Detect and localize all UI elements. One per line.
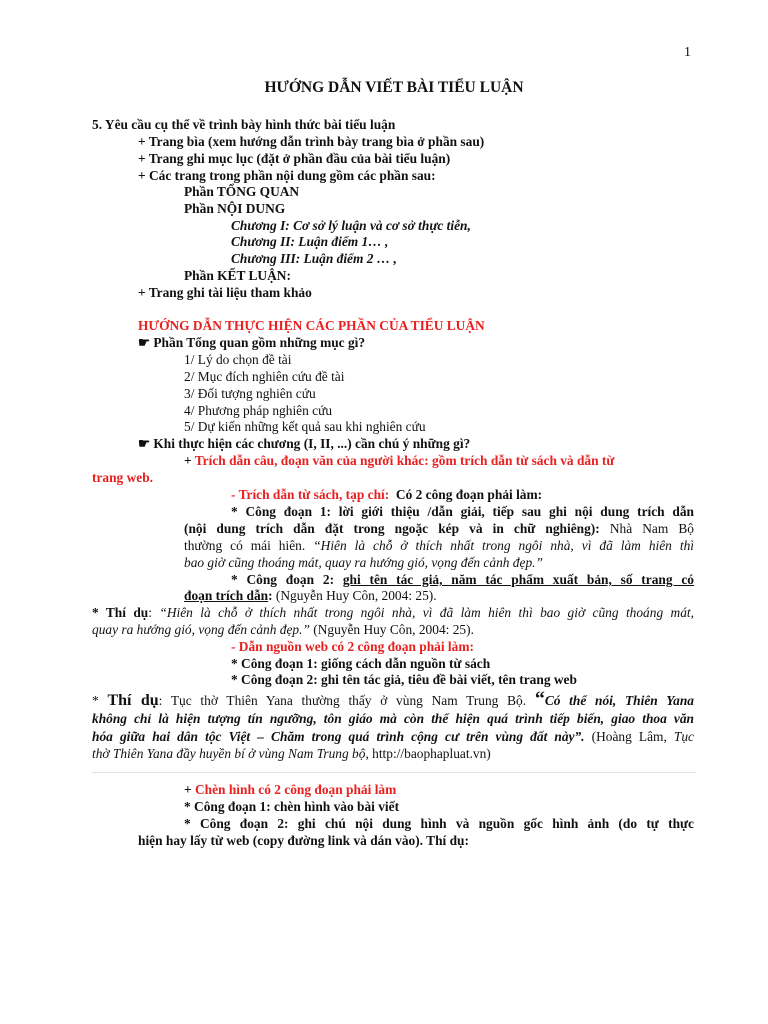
example2-line3: hóa giữa hai dân tộc Việt – Chăm trong quá trình cộng cư trên vùng đất này”. (Hoàng Lâm, Tục <box>92 729 694 744</box>
question-overview-text: Phần Tổng quan gồm những mục gì? <box>153 335 366 350</box>
item-toc-page: + Trang ghi mục lục (đặt ở phần đầu của bài tiểu luận) <box>138 151 451 166</box>
guide-heading: HƯỚNG DẪN THỰC HIỆN CÁC PHẦN CỦA TIỂU LUẬN <box>138 318 485 333</box>
example2-line4: thờ Thiên Yana đầy huyền bí ở vùng Nam Trung bộ, http://baophapluat.vn) <box>92 746 491 761</box>
citation-line-2: trang web. <box>92 470 153 485</box>
image-step2-line1: * Công đoạn 2: ghi chú nội dung hình và nguồn gốc hình ảnh (do tự thực <box>184 816 694 831</box>
part-overview: Phần TỔNG QUAN <box>184 184 300 199</box>
section5-heading: 5. Yêu cầu cụ thể về trình bày hình thức bài tiểu luận <box>92 117 396 132</box>
part-conclusion: Phần KẾT LUẬN: <box>184 268 291 283</box>
overview-item: 4/ Phương pháp nghiên cứu <box>184 403 333 418</box>
question-chapters-text: Khi thực hiện các chương (I, II, ...) cần chú ý những gì? <box>153 436 471 451</box>
book-step1-line3: thường có mái hiên. “Hiên là chỗ ở thích nhất trong ngôi nhà, vì đã làm hiên thì <box>184 538 694 553</box>
page-title: HƯỚNG DẪN VIẾT BÀI TIỂU LUẬN <box>264 79 524 96</box>
item-content-pages: + Các trang trong phần nội dung gồm các phần sau: <box>138 168 436 183</box>
book-step2-line2: đoạn trích dẫn: (Nguyễn Huy Côn, 2004: 25). <box>184 588 437 603</box>
image-step1: * Công đoạn 1: chèn hình vào bài viết <box>184 799 400 814</box>
citation-label: Trích dẫn câu, đoạn văn của người khác: gồm trích dẫn từ sách và dẫn từ <box>194 453 615 468</box>
example2-line2: không chỉ là hiện tượng tín ngưỡng, tôn giáo mà còn thể hiện quá trình tiếp biến, giao thoa văn <box>92 711 694 726</box>
question-overview <box>138 334 365 351</box>
page-number: 1 <box>684 45 691 60</box>
overview-item: 1/ Lý do chọn đề tài <box>184 352 292 367</box>
image-insert-label: Chèn hình có 2 công đoạn phải làm <box>194 782 397 797</box>
web-step2: * Công đoạn 2: ghi tên tác giả, tiêu đề bài viết, tên trang web <box>231 672 577 687</box>
part-body: Phần NỘI DUNG <box>184 201 286 216</box>
example1-line2: quay ra hướng gió, vọng đến cảnh đẹp.” (Nguyễn Huy Côn, 2004: 25). <box>92 622 474 637</box>
example2-line1: * Thí dụ: Tục thờ Thiên Yana thường thấy ở vùng Nam Trung Bộ. “Có thể nói, Thiên Yana <box>92 688 695 710</box>
book-step1-line1: * Công đoạn 1: lời giới thiệu /dẫn giải, tiếp sau ghi nội dung trích dẫn <box>231 504 694 519</box>
example1-line1: * Thí dụ: “Hiên là chỗ ở thích nhất trong ngôi nhà, vì đã làm hiên thì bao giờ cũng thoáng mát, <box>92 605 694 620</box>
citation-line-1: + Trích dẫn câu, đoạn văn của người khác: gồm trích dẫn từ sách và dẫn từ <box>184 453 615 468</box>
overview-item: 5/ Dự kiến những kết quả sau khi nghiên cứu <box>184 419 426 434</box>
chapter-3: Chương III: Luận điểm 2 … , <box>231 251 397 266</box>
book-step1-line2: (nội dung trích dẫn đặt trong ngoặc kép và in chữ nghiêng): Nhà Nam Bộ <box>184 521 694 536</box>
book-citation-line <box>231 486 542 503</box>
question-chapters <box>138 435 470 452</box>
pointing-hand-icon: ☛ <box>138 436 151 451</box>
book-step2-line1: * Công đoạn 2: ghi tên tác giả, năm tác phẩm xuất bản, số trang có <box>231 572 694 587</box>
section-divider <box>92 772 696 773</box>
chapter-2: Chương II: Luận điểm 1… , <box>231 234 389 249</box>
book-step1-line4: bao giờ cũng thoáng mát, quay ra hướng gió, vọng đến cảnh đẹp.” <box>184 555 543 570</box>
image-insert-line: + Chèn hình có 2 công đoạn phải làm <box>184 782 397 797</box>
chapter-1: Chương I: Cơ sở lý luận và cơ sở thực tiễn, <box>231 218 471 233</box>
book-citation-steps: Có 2 công đoạn phải làm: <box>395 487 543 502</box>
item-references-page: + Trang ghi tài liệu tham khảo <box>138 285 312 300</box>
image-step2-line2: hiện hay lấy từ web (copy đường link và dán vào). Thí dụ: <box>138 833 469 848</box>
overview-item: 2/ Mục đích nghiên cứu đề tài <box>184 369 345 384</box>
item-cover-page: + Trang bìa (xem hướng dẫn trình bày trang bìa ở phần sau) <box>138 134 485 149</box>
overview-item: 3/ Đối tượng nghiên cứu <box>184 386 316 401</box>
book-citation-label: - Trích dẫn từ sách, tạp chí: <box>231 487 390 502</box>
web-citation-label: - Dẫn nguồn web có 2 công đoạn phải làm: <box>231 639 474 654</box>
pointing-hand-icon: ☛ <box>138 335 151 350</box>
web-step1: * Công đoạn 1: giống cách dẫn nguồn từ sách <box>231 656 491 671</box>
